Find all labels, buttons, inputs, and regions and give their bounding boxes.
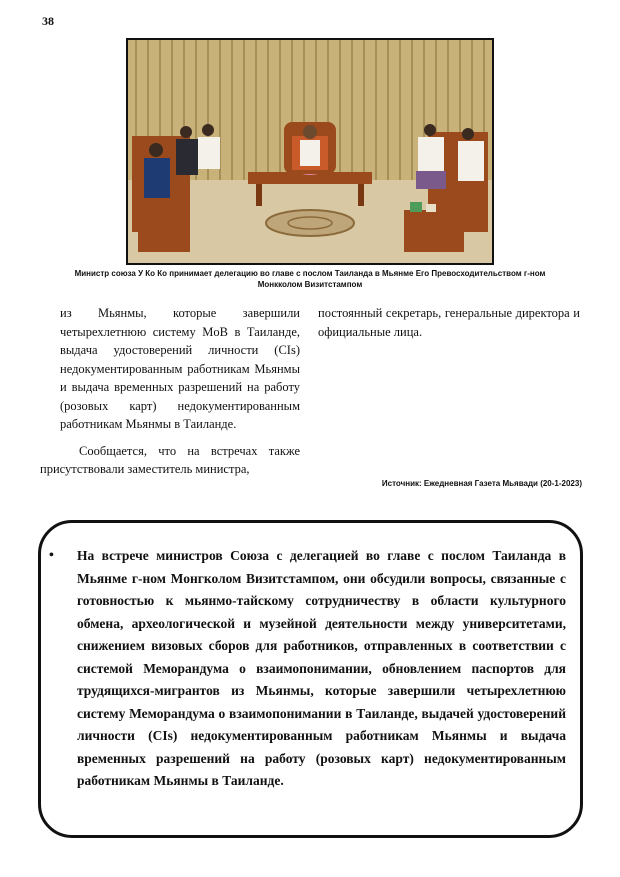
rug (266, 210, 354, 236)
article-paragraph: постоянный секретарь, генеральные директора и официальные лица. (318, 306, 580, 339)
bullet-icon: • (49, 548, 54, 563)
left-person (144, 158, 170, 198)
article-right-column (318, 304, 580, 341)
left-side-table (138, 212, 190, 252)
summary-text: На встрече министров Союза с делегацией во главе с послом Таиланда в Мьянме г-ном Монгколом Визитстампом, они обсудили вопросы, связанные с готовностью к мьянмо-тайскому сотрудничеству в области культурного обмена, археологической и музейной деятельности между университетами, снижением визовых сборов для работников, отправленных в соответствии с системой Меморандума о взаимопонимании, обновлением паспортов для трудящихся-мигрантов из Мьянмы, которые завершили четырехлетнюю систему Меморандума о взаимопонимании в Таиланде, выдачей удостоверений личности (CIs) недокументированным работникам Мьянмы и выдача временных разрешений на работу (розовых карт) недокументированным работникам Мьянмы в Таиланде. (77, 548, 566, 788)
person-body (300, 140, 320, 166)
right-side-table (404, 210, 464, 252)
right-person (418, 137, 444, 171)
summary-list (49, 545, 566, 793)
article-paragraph: Сообщается, что на встречах также присутствовали заместитель министра, (40, 443, 300, 476)
meeting-photo (126, 38, 494, 265)
page-number: 38 (42, 14, 54, 28)
meeting-photo-illustration (128, 40, 492, 263)
photo-caption: Министр союза У Ко Ко принимает делегацию во главе с послом Таиланда в Мьянме Его Превосходительством г-ном Монкколом Визитстампом (74, 269, 546, 289)
source-credit: Источник: Ежедневная Газета Мьявади (20-1-2023) (381, 479, 582, 488)
summary-box (38, 520, 583, 838)
person-head (303, 125, 317, 139)
article-paragraph: из Мьянмы, которые завершили четырехлетнюю систему MoB в Таиланде, выдача удостоверений личности (CIs) недокументированным работникам Мьянмы и выдача временных разрешений на работу (розовых карт) недокументированным работникам Мьянмы в Таиланде. (60, 306, 300, 431)
article-left-column (40, 304, 300, 479)
summary-item (49, 545, 566, 793)
